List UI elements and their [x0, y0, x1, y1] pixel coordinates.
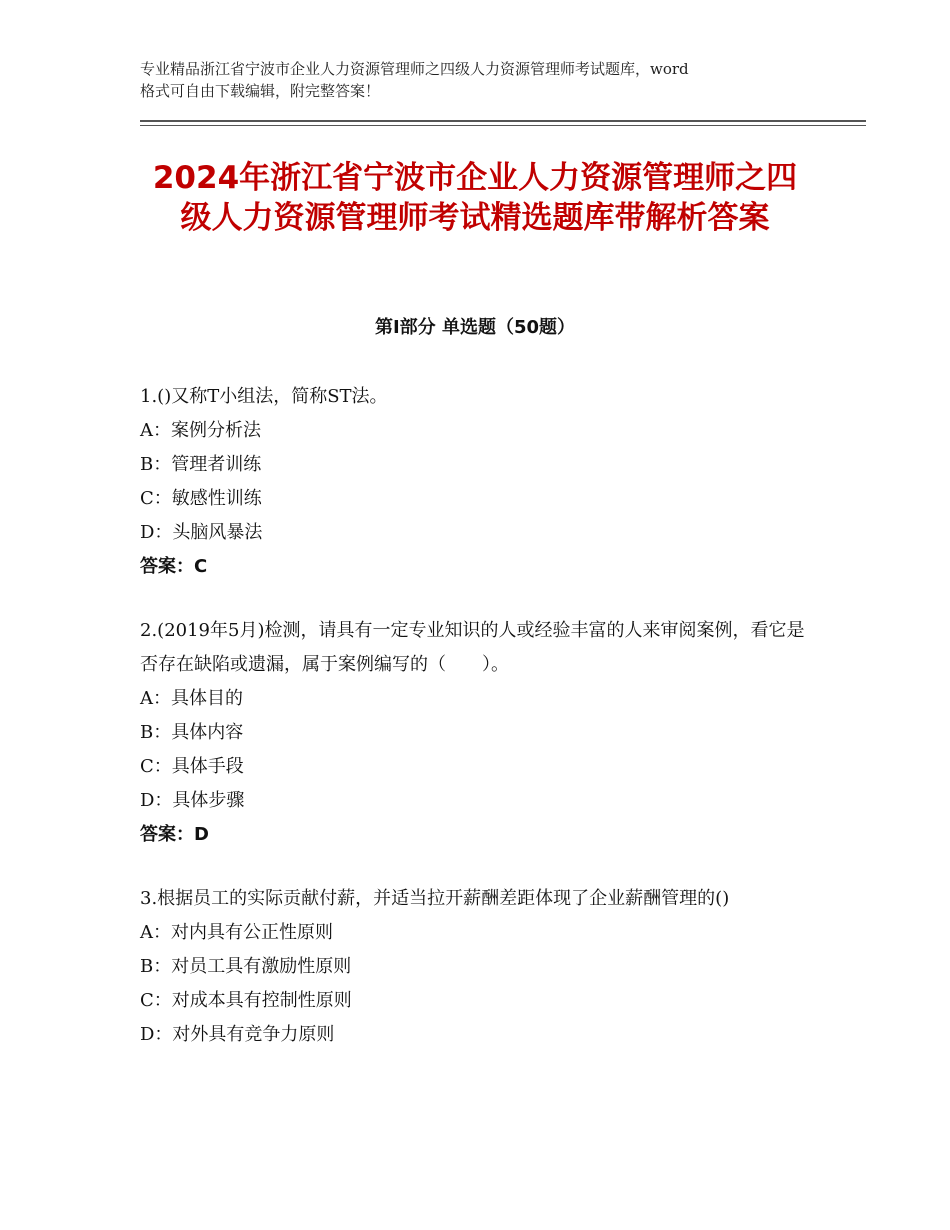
- header-divider-thick: [140, 120, 866, 122]
- document-header: [140, 58, 820, 102]
- option-d: D：头脑风暴法: [140, 522, 263, 543]
- answer-line: 答案：D: [140, 824, 209, 845]
- question-stem: 2.(2019年5月)检测，请具有一定专业知识的人或经验丰富的人来审阅案例，看它是否存在缺陷或遗漏，属于案例编写的（ ）。: [140, 620, 805, 675]
- option-c: C：敏感性训练: [140, 488, 262, 509]
- question-stem: 1.()又称T小组法，简称ST法。: [140, 386, 388, 407]
- header-line-2: 格式可自由下载编辑，附完整答案！: [140, 82, 381, 100]
- question-list: [140, 380, 820, 1082]
- header-line-1: 专业精品浙江省宁波市企业人力资源管理师之四级人力资源管理师考试题库，word: [140, 60, 689, 78]
- question-2: [140, 614, 820, 852]
- option-b: B：管理者训练: [140, 454, 262, 475]
- question-1: [140, 380, 820, 584]
- option-b: B：具体内容: [140, 722, 244, 743]
- answer-line: 答案：C: [140, 556, 208, 577]
- option-b: B：对员工具有激励性原则: [140, 956, 352, 977]
- section-title: 第Ⅰ部分 单选题（50题）: [374, 317, 575, 338]
- header-divider-thin: [140, 125, 866, 126]
- option-a: A：案例分析法: [140, 420, 261, 441]
- option-a: A：对内具有公正性原则: [140, 922, 333, 943]
- option-a: A：具体目的: [140, 688, 243, 709]
- document-title: 2024年浙江省宁波市企业人力资源管理师之四级人力资源管理师考试精选题库带解析答案: [152, 160, 798, 236]
- option-d: D：具体步骤: [140, 790, 245, 811]
- question-stem: 3.根据员工的实际贡献付薪，并适当拉开薪酬差距体现了企业薪酬管理的(): [140, 888, 730, 909]
- option-c: C：对成本具有控制性原则: [140, 990, 352, 1011]
- option-d: D：对外具有竞争力原则: [140, 1024, 335, 1045]
- option-c: C：具体手段: [140, 756, 244, 777]
- question-3: [140, 882, 820, 1052]
